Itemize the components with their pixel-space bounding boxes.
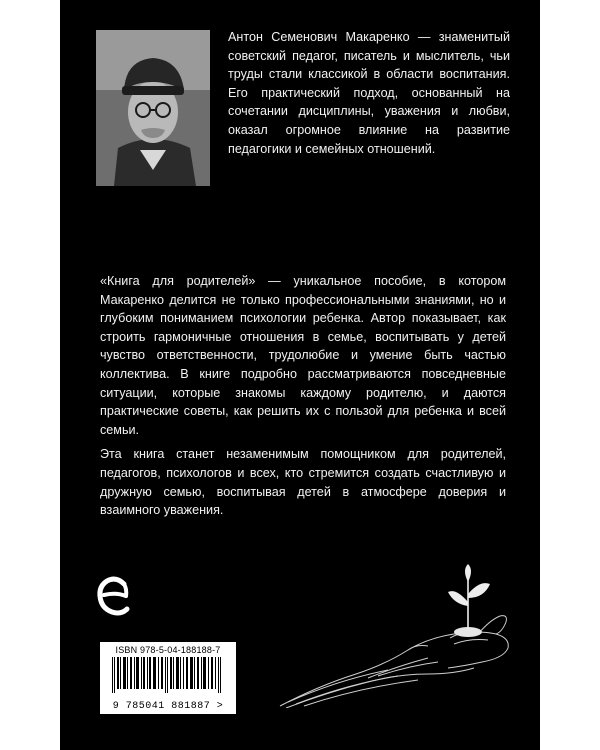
author-portrait — [96, 30, 210, 186]
description-paragraph-2: Эта книга станет незаменимым помощником для родителей, педагогов, психологов и всех, кто стремится создать счастливую и дружную семью, воспитывая детей в атмосфере доверия и взаимного уважения. — [100, 447, 506, 518]
hand-with-sprout-icon — [278, 558, 514, 708]
barcode — [108, 657, 228, 701]
barcode-digits: 9 785041 881887 > — [112, 701, 224, 712]
book-description — [100, 272, 506, 526]
author-bio-text: Антон Семенович Макаренко — знаменитый советский педагог, писатель и мыслитель, чьи труды стали классикой в области воспитания. Его практический подход, основанный на сочетании дисциплины, уважения и любви, оказал огромное влияние на развитие педагогики и семейных отношений. — [228, 30, 510, 156]
isbn-label: ISBN 978-5-04-188188-7 — [115, 645, 221, 655]
eksmo-logo-icon — [96, 574, 130, 618]
isbn-barcode-block — [100, 642, 236, 714]
description-paragraph-1: «Книга для родителей» — уникальное пособие, в котором Макаренко делится не только профессиональными знаниями, но и глубоким пониманием психологии ребенка. Автор показывает, как строить гармоничные отношения в семье, воспитывать у детей чувство ответственности, трудолюбие и умение быть частью коллектива. В книге подробно рассматриваются повседневные ситуации, которые знакомы каждому родителю, и даются практические советы, как решить их с пользой для ребенка и всей семьи. — [100, 274, 506, 437]
author-bio — [228, 28, 510, 158]
back-cover — [60, 0, 540, 750]
